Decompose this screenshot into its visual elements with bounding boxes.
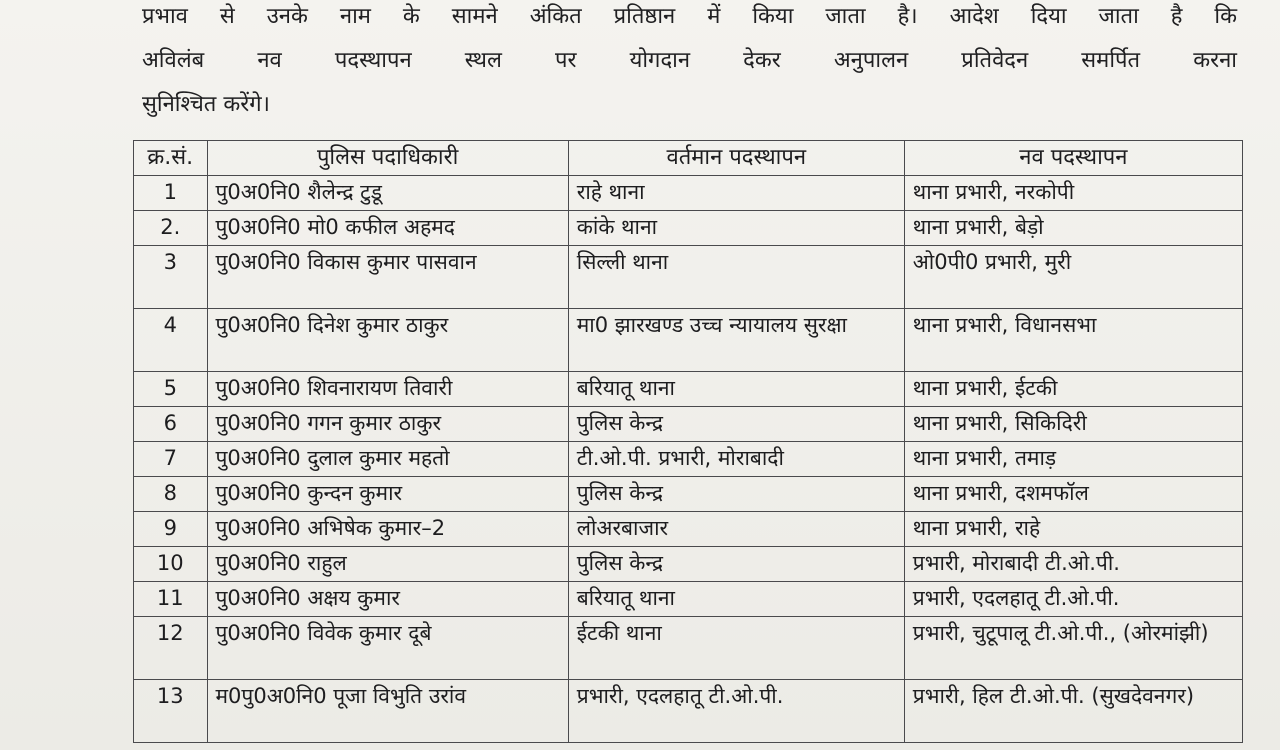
- table-row: [134, 477, 1243, 512]
- cell-serial: 13: [134, 680, 208, 743]
- cell-new-posting: थाना प्रभारी, नरकोपी: [904, 176, 1242, 211]
- cell-serial: 6: [134, 407, 208, 442]
- table-row: [134, 617, 1243, 680]
- cell-new-posting: प्रभारी, एदलहातू टी.ओ.पी.: [904, 582, 1242, 617]
- table-row: [134, 547, 1243, 582]
- cell-officer: पु0अ0नि0 राहुल: [207, 547, 568, 582]
- cell-current-posting: पुलिस केन्द्र: [568, 407, 904, 442]
- cell-officer: पु0अ0नि0 विवेक कुमार दूबे: [207, 617, 568, 680]
- cell-new-posting: थाना प्रभारी, ईटकी: [904, 372, 1242, 407]
- table-row: [134, 680, 1243, 743]
- cell-serial: 3: [134, 246, 208, 309]
- cell-officer: पु0अ0नि0 अभिषेक कुमार–2: [207, 512, 568, 547]
- cell-serial: 11: [134, 582, 208, 617]
- table-row: [134, 372, 1243, 407]
- cell-new-posting: प्रभारी, हिल टी.ओ.पी. (सुखदेवनगर): [904, 680, 1242, 743]
- cell-new-posting: थाना प्रभारी, राहे: [904, 512, 1242, 547]
- cell-current-posting: बरियातू थाना: [568, 372, 904, 407]
- header-current-posting: वर्तमान पदस्थापन: [568, 141, 904, 176]
- table-row: [134, 309, 1243, 372]
- table-row: [134, 512, 1243, 547]
- cell-new-posting: थाना प्रभारी, बेड़ो: [904, 211, 1242, 246]
- cell-officer: पु0अ0नि0 दुलाल कुमार महतो: [207, 442, 568, 477]
- table-header-row: [134, 141, 1243, 176]
- cell-current-posting: टी.ओ.पी. प्रभारी, मोराबादी: [568, 442, 904, 477]
- cell-new-posting: थाना प्रभारी, तमाड़: [904, 442, 1242, 477]
- cell-current-posting: राहे थाना: [568, 176, 904, 211]
- cell-current-posting: ईटकी थाना: [568, 617, 904, 680]
- cell-serial: 7: [134, 442, 208, 477]
- cell-current-posting: बरियातू थाना: [568, 582, 904, 617]
- header-officer: पुलिस पदाधिकारी: [207, 141, 568, 176]
- cell-current-posting: पुलिस केन्द्र: [568, 547, 904, 582]
- cell-serial: 12: [134, 617, 208, 680]
- table-row: [134, 211, 1243, 246]
- cell-new-posting: प्रभारी, चुटूपालू टी.ओ.पी., (ओरमांझी): [904, 617, 1242, 680]
- table-row: [134, 442, 1243, 477]
- header-serial: क्र.सं.: [134, 141, 208, 176]
- cell-new-posting: थाना प्रभारी, सिकिदिरी: [904, 407, 1242, 442]
- cell-current-posting: कांके थाना: [568, 211, 904, 246]
- cell-serial: 10: [134, 547, 208, 582]
- cell-current-posting: लोअरबाजार: [568, 512, 904, 547]
- paragraph-line-2: अविलंब नव पदस्थापन स्थल पर योगदान देकर अनुपालन प्रतिवेदन समर्पित करना: [142, 48, 1237, 73]
- table-row: [134, 246, 1243, 309]
- cell-current-posting: पुलिस केन्द्र: [568, 477, 904, 512]
- cell-new-posting: प्रभारी, मोराबादी टी.ओ.पी.: [904, 547, 1242, 582]
- cell-officer: पु0अ0नि0 गगन कुमार ठाकुर: [207, 407, 568, 442]
- cell-serial: 9: [134, 512, 208, 547]
- paragraph-line-3: सुनिश्चित करेंगे।: [142, 92, 270, 117]
- cell-new-posting: थाना प्रभारी, विधानसभा: [904, 309, 1242, 372]
- cell-current-posting: सिल्ली थाना: [568, 246, 904, 309]
- table-row: [134, 407, 1243, 442]
- cell-officer: पु0अ0नि0 शिवनारायण तिवारी: [207, 372, 568, 407]
- cell-serial: 4: [134, 309, 208, 372]
- cell-current-posting: मा0 झारखण्ड उच्च न्यायालय सुरक्षा: [568, 309, 904, 372]
- cell-officer: म0पु0अ0नि0 पूजा विभुति उरांव: [207, 680, 568, 743]
- cell-current-posting: प्रभारी, एदलहातू टी.ओ.पी.: [568, 680, 904, 743]
- paragraph-line-1: प्रभाव से उनके नाम के सामने अंकित प्रतिष्ठान में किया जाता है। आदेश दिया जाता है कि: [142, 4, 1237, 29]
- cell-officer: पु0अ0नि0 मो0 कफील अहमद: [207, 211, 568, 246]
- cell-officer: पु0अ0नि0 अक्षय कुमार: [207, 582, 568, 617]
- cell-officer: पु0अ0नि0 दिनेश कुमार ठाकुर: [207, 309, 568, 372]
- table-row: [134, 582, 1243, 617]
- cell-serial: 2.: [134, 211, 208, 246]
- table-row: [134, 176, 1243, 211]
- cell-officer: पु0अ0नि0 कुन्दन कुमार: [207, 477, 568, 512]
- cell-serial: 8: [134, 477, 208, 512]
- cell-new-posting: थाना प्रभारी, दशमफॉल: [904, 477, 1242, 512]
- header-new-posting: नव पदस्थापन: [904, 141, 1242, 176]
- cell-serial: 1: [134, 176, 208, 211]
- cell-officer: पु0अ0नि0 विकास कुमार पासवान: [207, 246, 568, 309]
- cell-officer: पु0अ0नि0 शैलेन्द्र टुडू: [207, 176, 568, 211]
- transfer-table: [133, 140, 1243, 743]
- cell-serial: 5: [134, 372, 208, 407]
- cell-new-posting: ओ0पी0 प्रभारी, मुरी: [904, 246, 1242, 309]
